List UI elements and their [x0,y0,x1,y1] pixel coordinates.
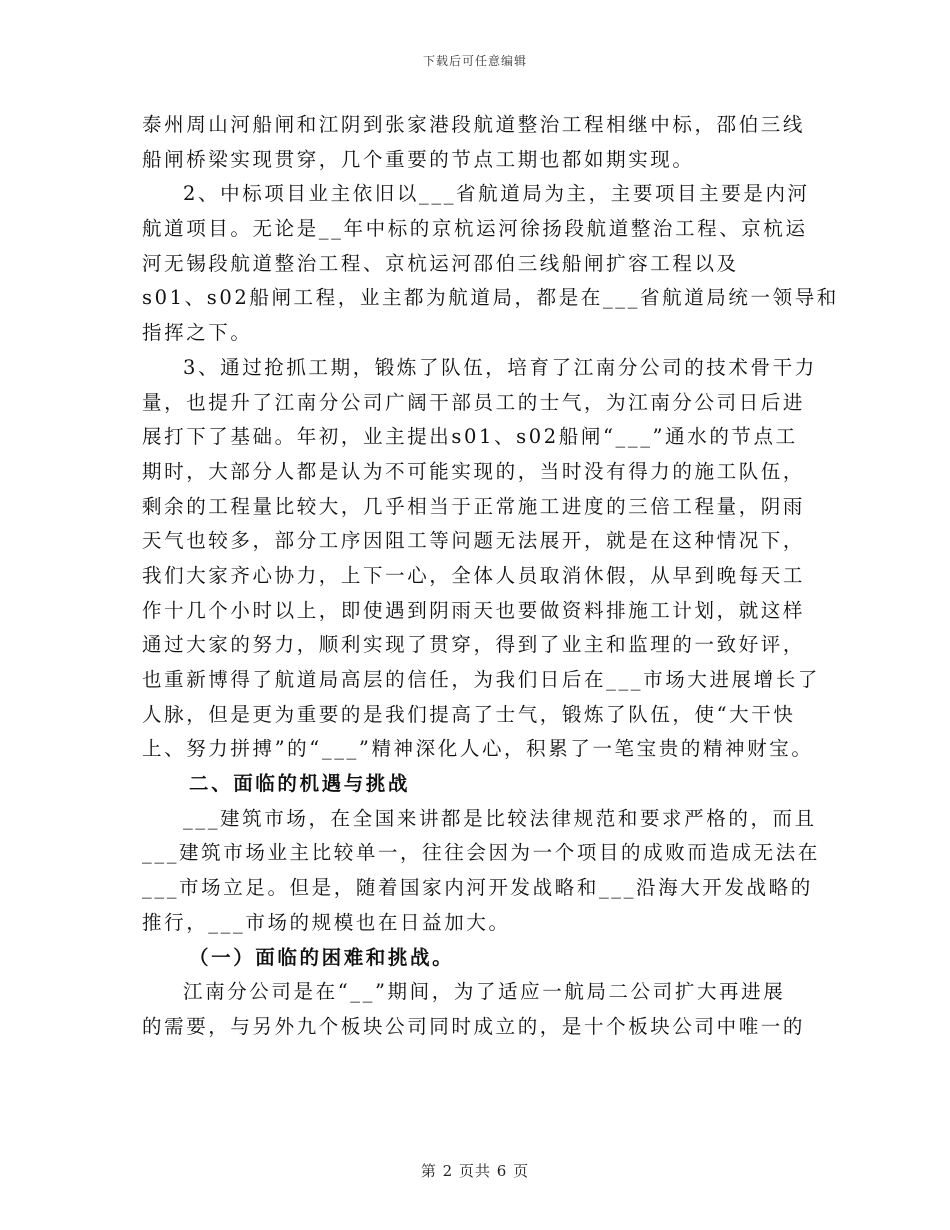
text-line: 剩余的工程量比较大，几乎相当于正常施工进度的三倍工程量，阴雨 [142,494,806,518]
document-body [142,108,839,1045]
text-line: 天气也较多，部分工序因阻工等问题无法展开，就是在这种情况下， [142,529,806,553]
text-line: ___市场立足。但是，随着国家内河开发战略和___沿海大开发战略的 [142,876,813,900]
text-line: 我们大家齐心协力，上下一心，全体人员取消休假，从早到晚每天工 [142,563,806,587]
text-line: ___建筑市场，在全国来讲都是比较法律规范和要求严格的，而且 [183,806,817,830]
text-line: 江南分公司是在“__”期间，为了适应一航局二公司扩大再进展 [183,980,786,1004]
text-line: 期时，大部分人都是认为不可能实现的，当时没有得力的施工队伍， [142,459,806,483]
text-line: 推行，___市场的规模也在日益加大。 [142,910,511,934]
text-line: 作十几个小时以上，即使遇到阴雨天也要做资料排施工计划，就这样 [142,598,806,622]
text-line: 通过大家的努力，顺利实现了贯穿，得到了业主和监理的一致好评， [142,633,806,657]
text-line: 船闸桥梁实现贯穿，几个重要的节点工期也都如期实现。 [142,147,695,171]
text-line: 上、努力拼搏”的“___”精神深化人心，积累了一笔宝贵的精神财宝。 [142,737,814,761]
section-heading: （一）面临的困难和挑战。 [189,945,455,969]
text-line: 2、中标项目业主依旧以___省航道局为主，主要项目主要是内河 [183,182,810,206]
text-line: ___建筑市场业主比较单一，往往会因为一个项目的成败而造成无法在 [142,841,820,865]
text-line: 泰州周山河船闸和江阴到张家港段航道整治工程相继中标，邵伯三线 [142,113,806,136]
text-line: 的需要，与另外九个板块公司同时成立的，是十个板块公司中唯一的 [142,1014,806,1038]
text-line: 河无锡段航道整治工程、京杭运河邵伯三线船闸扩容工程以及 [142,251,739,275]
text-line: 航道项目。无论是__年中标的京杭运河徐扬段航道整治工程、京杭运 [142,217,808,241]
page-footer: 第 2 页共 6 页 [420,1162,530,1180]
page-header: 下载后可任意编辑 [422,54,527,68]
text-line: 人脉，但是更为重要的是我们提高了士气，锻炼了队伍，使“大干快 [142,702,796,726]
text-line: 3、通过抢抓工期，锻炼了队伍，培育了江南分公司的技术骨干力 [183,355,817,379]
section-heading: 二、面临的机遇与挑战 [189,772,411,796]
text-line: 指挥之下。 [142,321,253,345]
text-line: 展打下了基础。年初，业主提出s01、s02船闸“___”通水的节点工 [142,425,798,449]
text-line: 量，也提升了江南分公司广阔干部员工的士气，为江南分公司日后进 [142,390,806,414]
text-line: s01、s02船闸工程，业主都为航道局，都是在___省航道局统一领导和 [142,286,839,310]
text-line: 也重新博得了航道局高层的信任，为我们日后在___市场大进展增长了 [142,668,820,691]
